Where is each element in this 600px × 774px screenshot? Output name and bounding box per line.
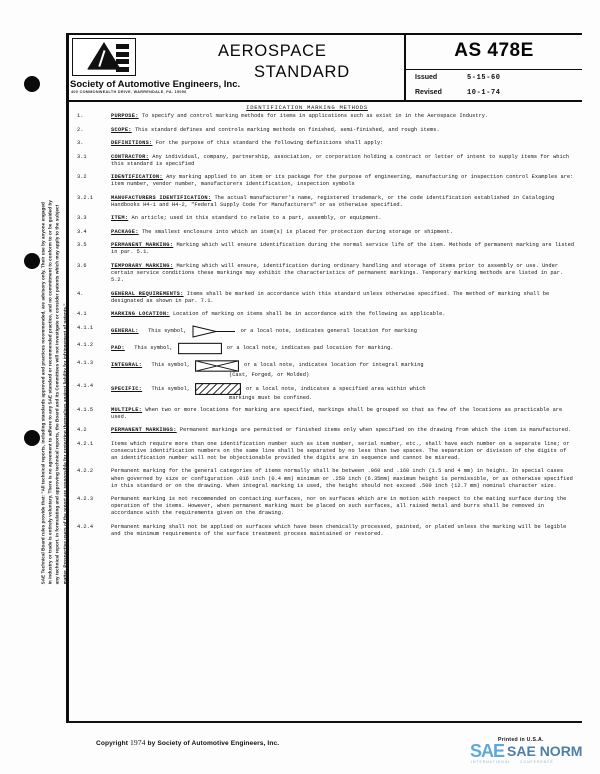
clause-term: ITEM: <box>111 215 129 222</box>
clause-row <box>69 496 581 517</box>
title-line-2: STANDARD <box>254 63 350 81</box>
issued-label: Issued <box>415 74 438 81</box>
copyright-suffix: by Society of Automotive Engineers, Inc. <box>147 740 280 747</box>
clause-row <box>69 524 581 538</box>
clause-list-top <box>69 113 581 318</box>
clause-text-after-symbol: or a local note, indicates general location for marking <box>240 327 417 334</box>
watermark-subtitle: INTERNATIONAL <box>471 760 511 764</box>
clause-text <box>111 263 581 284</box>
clause-number: 1. <box>77 113 84 120</box>
clause-text-before-symbol: This symbol, <box>127 345 173 352</box>
clause-text-after-symbol: or a local note, indicates pad location for marking. <box>226 345 394 352</box>
clause-row <box>69 242 581 256</box>
clause-text <box>111 113 581 120</box>
clause-term: PURPOSE: <box>111 113 139 120</box>
symbol-clause-line <box>111 325 581 338</box>
clause-term: IDENTIFICATION: <box>111 174 163 181</box>
header-left-block <box>66 33 406 100</box>
general-arrow-symbol <box>192 325 236 338</box>
clause-term: INTEGRAL: <box>111 362 143 369</box>
symbol-clause-line <box>111 360 581 372</box>
clause-term: MARKING LOCATION: <box>111 311 170 318</box>
watermark-subtitle-secondary: CONFERENCE <box>520 760 554 764</box>
clause-text <box>111 524 581 538</box>
document-header <box>66 33 582 102</box>
clause-number: 4.2.2 <box>77 468 94 475</box>
symbol-clause-row <box>69 360 581 379</box>
integral-crossed-rectangle-symbol <box>195 360 239 372</box>
symbol-clause-row <box>69 342 581 355</box>
clause-text <box>111 229 581 236</box>
clause-body: Permanent marking is not recommended on contacting surfaces, nor on surfaces which are in motion with respect to the mating surface during the operation of the items. However, when permanent marking must be placed on such surfaces, all raised metal and burrs shall be removed in accordance with the requirements given on the drawing. <box>111 496 567 517</box>
disclaimer-line-2: in industry or trade is entirely voluntary. There is no agreement to adhere to any SAE standard or recommended practice, and no commitment to conform to or be guided by <box>47 200 53 585</box>
clause-body: Items which require more than one identification number such as item number, serial number, etc., shall have each number on a separate line; or consecutive identification numbers on the same line shall be separated by no less than two spaces. The separation or division of the digits of an identification number will not be objectionable provided the digits are in sequence and cannot be misread. <box>111 440 570 461</box>
clause-number: 3.2 <box>77 174 87 181</box>
pad-rectangle-symbol <box>178 342 222 355</box>
clause-number: 4.1.4 <box>77 383 94 390</box>
clause-list-symbols <box>69 325 581 403</box>
clause-body: Marking which will ensure identification during the normal service life of the item. Methods of permanent marking are listed in par. 5.1. <box>111 242 575 256</box>
watermark-sae-norm-text: SAE NORM <box>507 743 583 759</box>
clause-number: 3.3 <box>77 215 87 222</box>
organization-name: Society of Automotive Engineers, Inc. <box>70 79 241 90</box>
document-number: AS 478E <box>406 33 582 70</box>
clause-text <box>111 311 581 318</box>
symbol-clause-body <box>111 360 581 379</box>
clause-term: SCOPE: <box>111 126 132 133</box>
clause-row <box>69 311 581 318</box>
clause-number: 4.1.5 <box>77 406 94 413</box>
clause-number: 4.2.3 <box>77 496 94 503</box>
clause-number: 3.2.1 <box>77 194 94 201</box>
punch-hole-icon <box>24 253 40 269</box>
clause-row <box>69 174 581 188</box>
clause-term: PERMANENT MARKINGS: <box>111 427 177 434</box>
clause-term: CONTRACTOR: <box>111 153 150 160</box>
clause-body: The actual manufacturer's name, registered trademark, or the code identification established in Cataloging Handbooks H4-1 and H4-2, "Federal Supply Code for Manufacturers" or as otherwise specified. <box>111 194 555 208</box>
clause-text-before-symbol: This symbol, <box>145 362 191 369</box>
clause-term: GENERAL: <box>111 327 139 334</box>
clause-text <box>111 195 581 209</box>
copyright-year: 1974 <box>129 738 146 747</box>
clause-text <box>111 140 581 147</box>
clause-number: 4.1.1 <box>77 324 94 331</box>
clause-term: TEMPORARY MARKING: <box>111 262 174 269</box>
clause-row <box>69 140 581 147</box>
punch-hole-icon <box>24 76 40 92</box>
disclaimer-line-1: SAE Technical Board rules provide that: "All technical reports, including standards approved and practices recommended, are advisory only. Their use by anyone engaged <box>40 202 46 585</box>
clause-number: 3.5 <box>77 242 87 249</box>
clause-number: 4. <box>77 290 84 297</box>
clause-text <box>111 496 581 517</box>
clause-term: MANUFACTURERS IDENTIFICATION: <box>111 194 212 201</box>
clause-text-before-symbol: This symbol, <box>141 327 187 334</box>
clause-body: This standard defines and controls marking methods on finished, semi-finished, and rough items. <box>131 126 440 133</box>
sae-logo <box>72 38 136 76</box>
clause-number: 4.1 <box>77 311 87 318</box>
section-heading: IDENTIFICATION MARKING METHODS <box>246 104 368 111</box>
clause-text <box>111 427 581 434</box>
clause-text-after-symbol: or a local note, indicates a specified area within which <box>246 385 426 392</box>
revised-label: Revised <box>415 89 442 96</box>
document-body <box>69 104 581 704</box>
clause-number: 4.2 <box>77 427 87 434</box>
clause-text <box>111 291 581 305</box>
clause-row <box>69 215 581 222</box>
clause-row <box>69 229 581 236</box>
clause-body: When two or more locations for marking are specified, markings shall be grouped so that as few of the locations as practicable are used. <box>111 406 563 420</box>
disclaimer-line-4: matter. Prospective users of the report are responsible for protecting themselves against liability for infringement of patents." <box>62 303 68 585</box>
disclaimer-line-3: any technical report. In formulating and approving technical reports, the Board and its Committees will not investigate or consider patents which may apply to the subject <box>55 204 60 585</box>
clause-body: The smallest enclosure into which an item(s) is placed for protection during storage or shipment. <box>138 228 453 235</box>
clause-text <box>111 441 581 462</box>
clause-body: An article; used in this standard to relate to a part, assembly, or equipment. <box>128 215 382 222</box>
symbol-clause-row <box>69 383 581 402</box>
clause-row <box>69 407 581 421</box>
clause-number: 3.6 <box>77 262 87 269</box>
printed-in-label: Printed in U.S.A. <box>498 737 544 743</box>
clause-text-after-symbol: or a local note, indicates location for integral marking <box>244 362 424 369</box>
sae-norm-watermark <box>470 743 582 759</box>
clause-body: Permanent marking for the general categories of items normally shall be between .060 and .160 inch (1.5 and 4 mm) in height. In special cases when governed by size or configuration .016 inch (0.4 mm) minimum or .250 inch (6.35mm) maximum height is permissible, or as otherwise specified in this standard or on the drawing. When integral marking is used, the height should not exceed .500 inch (12.7 mm) nominal character size. <box>111 468 573 489</box>
clause-number: 4.2.4 <box>77 523 94 530</box>
clause-body: Any individual, company, partnership, association, or corporation holding a contract or letter of intent to supply items for which this standard is specified <box>111 153 570 167</box>
revised-row <box>406 85 582 100</box>
clause-number: 3. <box>77 140 84 147</box>
symbol-clause-line <box>111 342 581 355</box>
clause-row <box>69 127 581 134</box>
clause-row <box>69 195 581 209</box>
clause-body: To specify and control marking methods for items in applications such as exist in in the Aerospace Industry. <box>138 113 489 120</box>
clause-text <box>111 468 581 489</box>
header-right-block <box>406 33 582 100</box>
clause-term: PERMANENT MARKING: <box>111 242 174 249</box>
clause-row <box>69 263 581 284</box>
symbol-clause-body <box>111 325 581 338</box>
clause-body: For the purpose of this standard the following definitions shall apply: <box>152 140 384 147</box>
clause-subtext: (Cast, Forged, or Molded) <box>229 371 310 378</box>
clause-row <box>69 154 581 168</box>
issued-date: 5-15-60 <box>467 73 501 82</box>
symbol-clause-body <box>111 342 581 355</box>
copyright-notice <box>96 738 279 747</box>
footer-divider <box>66 721 582 723</box>
title-line-1: AEROSPACE <box>218 42 327 60</box>
clause-number: 3.1 <box>77 153 87 160</box>
clause-number: 4.2.1 <box>77 440 94 447</box>
clause-term: DEFINITIONS: <box>111 140 153 147</box>
clause-number: 3.4 <box>77 228 87 235</box>
clause-term: PACKAGE: <box>111 228 139 235</box>
clause-body: Marking which will ensure, identification during ordinary handling and storage of items prior to assembly or use. Under certain service conditions these markings may exhibit the characteristics of permanent markings. Temporary marking methods are listed in par. 5.2. <box>111 262 564 284</box>
clause-body: Location of marking on items shall be in accordance with the following as applicable. <box>169 311 446 318</box>
clause-number: 4.1.3 <box>77 359 94 366</box>
issued-row <box>406 70 582 85</box>
clause-body: Permanent markings are permitted or finished items only when specified on the drawing from which the item is manufactured. <box>176 427 572 434</box>
clause-term: GENERAL REQUIREMENTS: <box>111 290 184 297</box>
clause-text <box>111 407 581 421</box>
symbol-clause-body <box>111 383 581 402</box>
clause-number: 2. <box>77 126 84 133</box>
clause-number: 4.1.2 <box>77 342 94 349</box>
clause-body: Permanent marking shall not be applied on surfaces which have been chemically processed, painted, or plated unless the marking will be legible and the minimum requirements of the surface treatment process maintained or restored. <box>111 523 567 537</box>
watermark-sae-logo: SAE <box>470 741 505 761</box>
clause-row <box>69 441 581 462</box>
document-title-block <box>192 37 402 97</box>
clause-term: SPECIFIC: <box>111 385 143 392</box>
clause-text <box>111 154 581 168</box>
symbol-clause-row <box>69 325 581 338</box>
clause-term: PAD: <box>111 345 125 352</box>
clause-text <box>111 127 581 134</box>
symbol-clause-line <box>111 383 581 395</box>
clause-row <box>69 427 581 434</box>
clause-subtext: markings must be confined. <box>229 395 313 402</box>
clause-body: Items shall be marked in accordance with this standard unless otherwise specified. The method of marking shall be designated as shown in par. 7.1. <box>111 290 550 304</box>
clause-text-before-symbol: This symbol, <box>145 385 191 392</box>
sae-logo-bars-icon <box>116 44 129 72</box>
clause-row <box>69 291 581 305</box>
clause-body: Any marking applied to an item or its package for the purpose of engineering, manufacturing or inspection control Examples are: item number, vendor number, manufacturers identification, inspection symbols <box>111 174 574 188</box>
clause-text <box>111 242 581 256</box>
specific-hatched-rectangle-symbol <box>195 383 241 395</box>
clause-list-tail <box>69 407 581 538</box>
punch-hole-icon <box>24 430 40 446</box>
organization-address: 400 COMMONWEALTH DRIVE, WARRENDALE, PA. 15096 <box>71 90 187 94</box>
revised-date: 10-1-74 <box>467 88 501 97</box>
clause-text <box>111 215 581 222</box>
clause-row <box>69 113 581 120</box>
clause-term: MULTIPLE: <box>111 406 143 413</box>
clause-text <box>111 174 581 188</box>
clause-row <box>69 468 581 489</box>
copyright-prefix: Copyright <box>96 740 129 747</box>
